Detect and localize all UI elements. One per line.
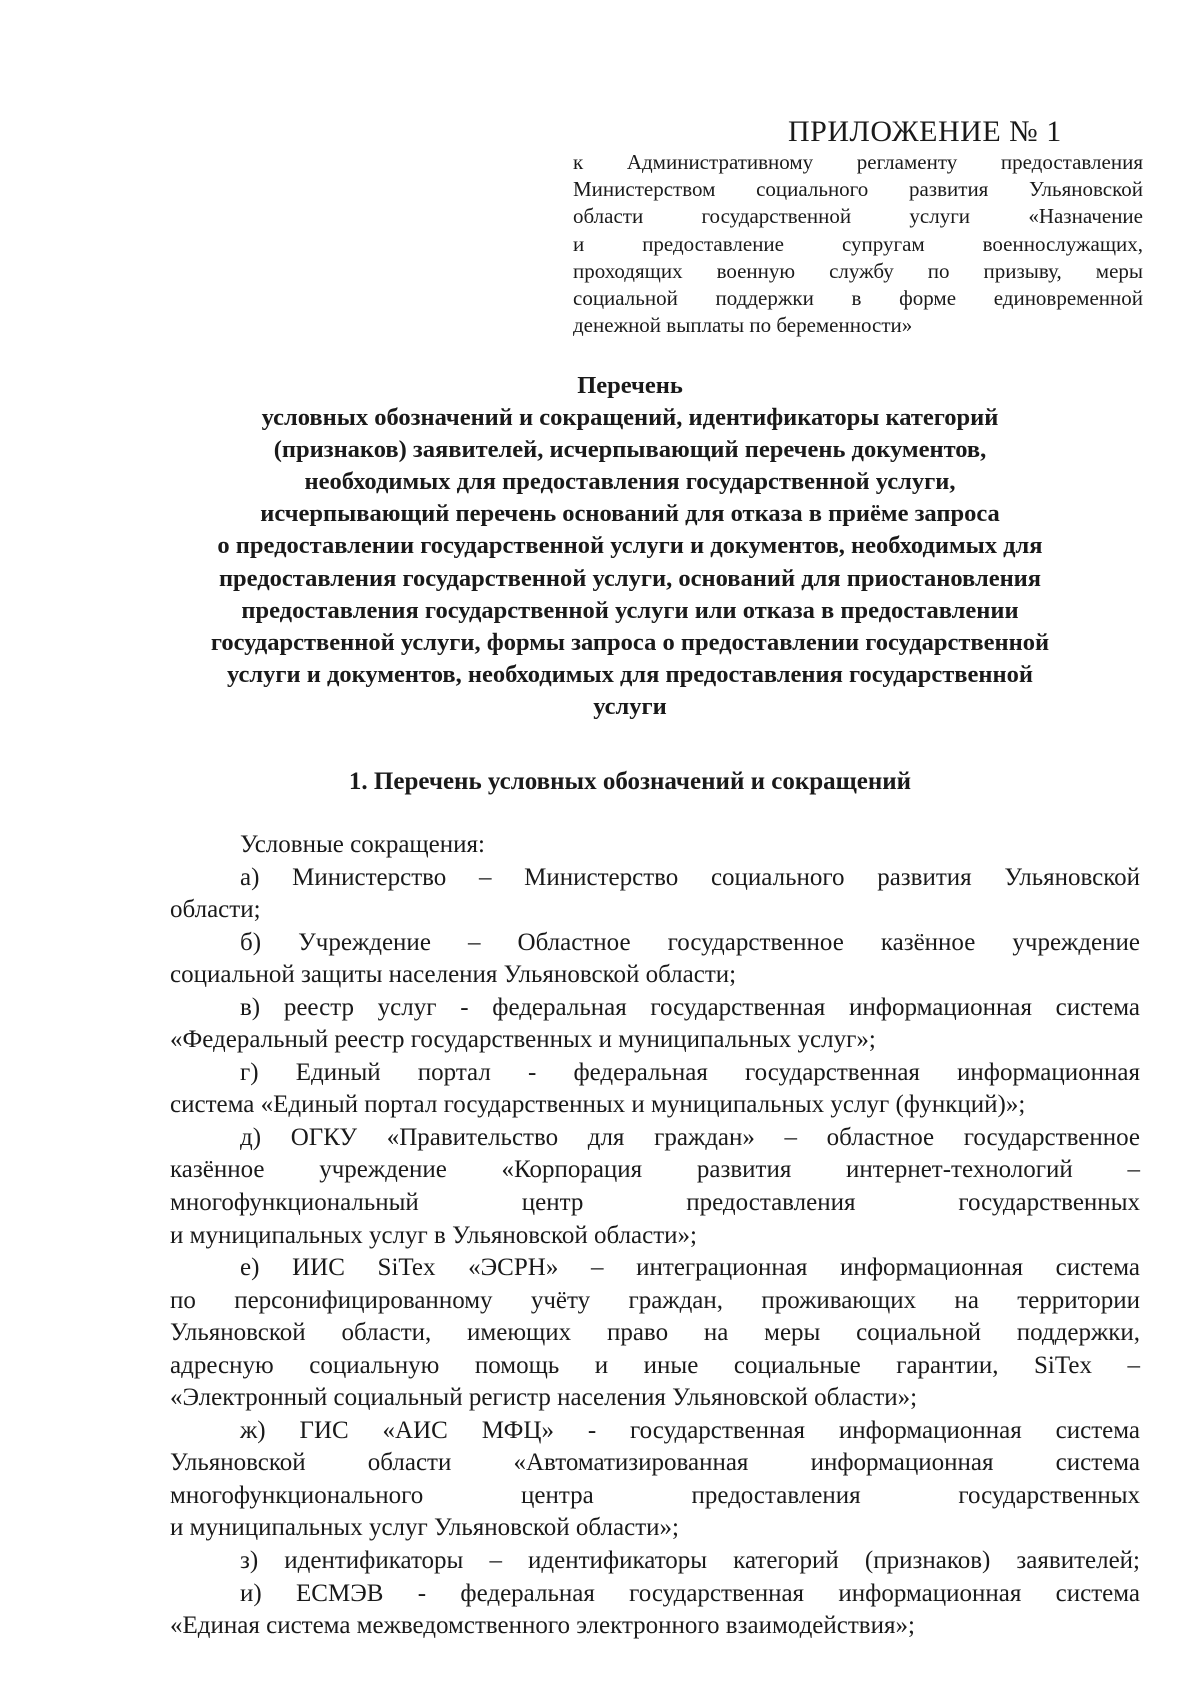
- body-line: «Электронный социальный регистр населения Ульяновской области»;: [170, 1384, 918, 1412]
- appendix-line: денежной выплаты по беременности»: [573, 313, 913, 338]
- body-line: Ульяновской области «Автоматизированная информационная система: [170, 1449, 1140, 1477]
- body-line: «Единая система межведомственного электронного взаимодействия»;: [170, 1612, 915, 1640]
- body-line: ж) ГИС «АИС МФЦ» - государственная информационная система: [240, 1416, 1140, 1444]
- body-line: социальной защиты населения Ульяновской области;: [170, 961, 737, 989]
- heading-line: Перечень: [577, 372, 683, 399]
- appendix-line: проходящих военную службу по призыву, меры: [573, 258, 1143, 283]
- appendix-title: ПРИЛОЖЕНИЕ № 1: [788, 115, 1062, 148]
- body-line: е) ИИС SiTex «ЭСРН» – интеграционная информационная система: [240, 1254, 1140, 1282]
- heading-line: необходимых для предоставления государственной услуги,: [304, 468, 956, 496]
- heading-line: о предоставлении государственной услуги и документов, необходимых для: [217, 532, 1043, 560]
- body-line: в) реестр услуг - федеральная государственная информационная система: [240, 993, 1140, 1021]
- appendix-line: к Административному регламенту предоставления: [573, 150, 1143, 174]
- body-line: «Федеральный реестр государственных и муниципальных услуг»;: [170, 1026, 876, 1054]
- section-body: [170, 829, 1140, 1643]
- heading-line: (признаков) заявителей, исчерпывающий перечень документов,: [273, 436, 987, 464]
- section-title: 1. Перечень условных обозначений и сокращений: [348, 768, 912, 795]
- body-line: д) ОГКУ «Правительство для граждан» – областное государственное: [240, 1123, 1140, 1151]
- appendix-reference: [573, 149, 1143, 339]
- heading-line: исчерпывающий перечень оснований для отказа в приёме запроса: [260, 500, 1000, 528]
- body-line: система «Единый портал государственных и муниципальных услуг (функций)»;: [170, 1091, 1026, 1119]
- heading-line: услуги и документов, необходимых для предоставления государственной: [227, 660, 1033, 688]
- body-line: б) Учреждение – Областное государственное казённое учреждение: [240, 928, 1140, 956]
- body-line: и муниципальных услуг в Ульяновской области»;: [170, 1221, 698, 1249]
- body-line: з) идентификаторы – идентификаторы категорий (признаков) заявителей;: [240, 1547, 1140, 1575]
- body-line: по персонифицированному учёту граждан, проживающих на территории: [170, 1286, 1140, 1314]
- body-line: области;: [170, 896, 261, 924]
- body-line: а) Министерство – Министерство социального развития Ульяновской: [240, 863, 1140, 891]
- heading-line: государственной услуги, формы запроса о предоставлении государственной: [210, 628, 1050, 656]
- body-line: и муниципальных услуг Ульяновской области»;: [170, 1514, 679, 1542]
- body-line: многофункционального центра предоставления государственных: [170, 1481, 1140, 1509]
- heading-line: предоставления государственной услуги или отказа в предоставлении: [241, 596, 1019, 624]
- appendix-line: области государственной услуги «Назначение: [573, 204, 1143, 229]
- body-line: адресную социальную помощь и иные социальные гарантии, SiTex –: [170, 1351, 1140, 1379]
- body-line: Ульяновской области, имеющих право на меры социальной поддержки,: [170, 1319, 1140, 1347]
- heading-line: условных обозначений и сокращений, идентификаторы категорий: [261, 404, 999, 432]
- appendix-line: и предоставление супругам военнослужащих,: [573, 231, 1143, 256]
- appendix-line: социальной поддержки в форме единовременной: [573, 285, 1143, 310]
- body-line: казённое учреждение «Корпорация развития интернет-технологий –: [170, 1156, 1140, 1184]
- heading-line: услуги: [593, 692, 667, 720]
- document-heading: [150, 370, 1110, 723]
- body-line: и) ЕСМЭВ - федеральная государственная информационная система: [240, 1579, 1140, 1607]
- heading-line: предоставления государственной услуги, оснований для приостановления: [218, 564, 1042, 592]
- appendix-line: Министерством социального развития Ульяновской: [573, 177, 1143, 202]
- body-line: г) Единый портал - федеральная государственная информационная: [240, 1058, 1140, 1086]
- body-line: многофункциональный центр предоставления государственных: [170, 1189, 1140, 1217]
- body-line: Условные сокращения:: [240, 831, 485, 858]
